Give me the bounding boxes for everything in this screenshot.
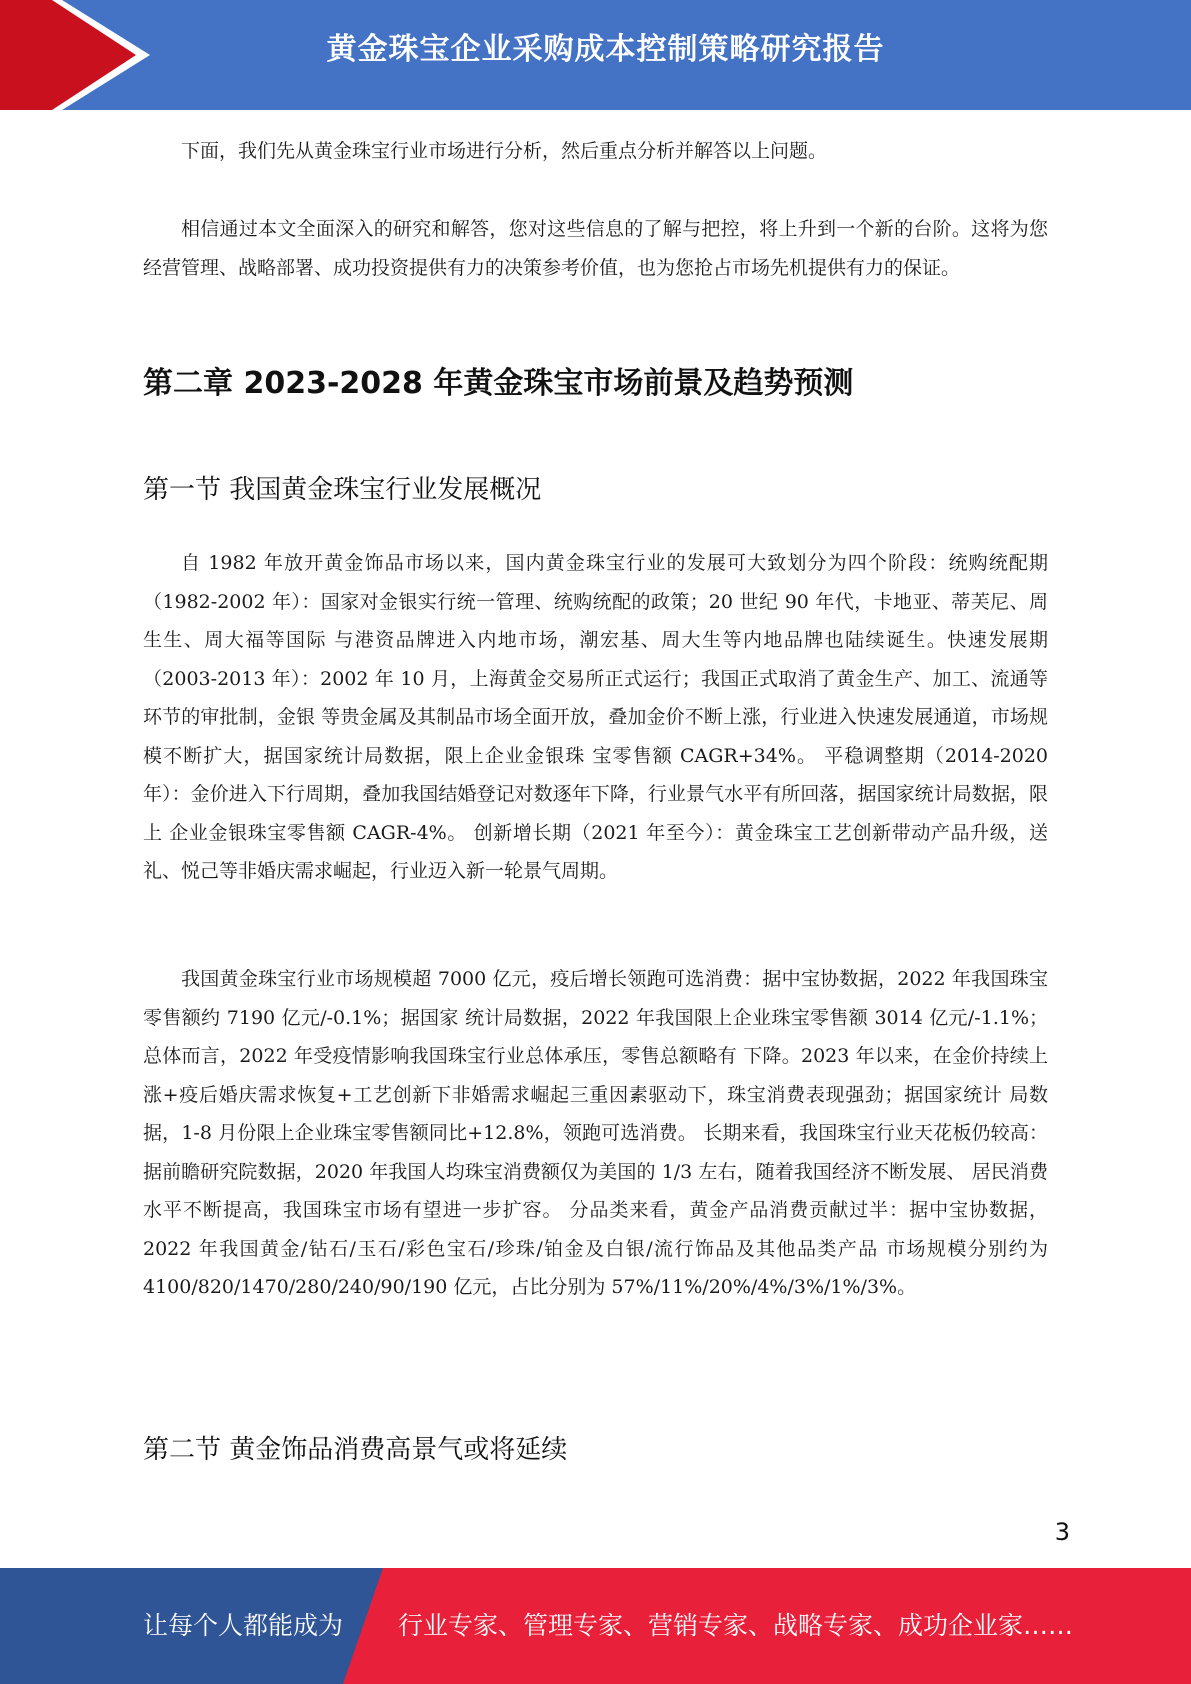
chapter-title: 第二章 2023-2028 年黄金珠宝市场前景及趋势预测 [143, 366, 854, 401]
page-footer [0, 1568, 1191, 1684]
footer-slogan-left: 让每个人都能成为 [143, 1611, 344, 1640]
intro-paragraph-1: 下面，我们先从黄金珠宝行业市场进行分析，然后重点分析并解答以上问题。 [181, 140, 828, 162]
header-title: 黄金珠宝企业采购成本控制策略研究报告 [326, 32, 885, 67]
footer-slogan-right: 行业专家、管理专家、营销专家、战略专家、成功企业家…… [398, 1611, 1074, 1640]
page-number: 3 [1054, 1518, 1070, 1546]
section-2-title: 第二节 黄金饰品消费高景气或将延续 [143, 1435, 568, 1465]
intro-paragraph-2: 相信通过本文全面深入的研究和解答，您对这些信息的了解与把控，将上升到一个新的台阶。这将为您经营管理、战略部署、成功投资提供有力的决策参考价值，也为您抢占市场先机提供有力的保证。 [143, 218, 1048, 279]
section-1-title: 第一节 我国黄金珠宝行业发展概况 [143, 475, 542, 505]
page-header [0, 0, 1191, 110]
section-1-paragraph-2: 我国黄金珠宝行业市场规模超 7000 亿元，疫后增长领跑可选消费：据中宝协数据，2022 年我国珠宝零售额约 7190 亿元/-0.1%；据国家 统计局数据，2022 年我国限上企业珠宝零售额 3014 亿元/-1.1%；总体而言，2022 年受疫情影响我国珠宝行业总体承压，零售总额略有 下降。2023 年以来，在金价持续上涨+疫后婚庆需求恢复+工艺创新下非婚需求崛起三重因素驱动下，珠宝消费表现强劲；据国家统计 局数据，1-8 月份限上企业珠宝零售额同比+12.8%，领跑可选消费。 长期来看，我国珠宝行业天花板仍较高：据前瞻研究院数据，2020 年我国人均珠宝消费额仅为美国的 1/3 左右，随着我国经济不断发展、 居民消费水平不断提高，我国珠宝市场有望进一步扩容。 分品类来看，黄金产品消费贡献过半：据中宝协数据，2022 年我国黄金/钻石/玉石/彩色宝石/珍珠/铂金及白银/流行饰品及其他品类产品 市场规模分别约为 4100/820/1470/280/240/90/190 亿元，占比分别为 57%/11%/20%/4%/3%/1%/3%。 [143, 968, 1048, 1298]
section-1-paragraph-1: 自 1982 年放开黄金饰品市场以来，国内黄金珠宝行业的发展可大致划分为四个阶段：统购统配期（1982-2002 年）：国家对金银实行统一管理、统购统配的政策；20 世纪 90 年代，卡地亚、蒂芙尼、周生生、周大福等国际 与港资品牌进入内地市场，潮宏基、周大生等内地品牌也陆续诞生。快速发展期（2003-2013 年）：2002 年 10 月，上海黄金交易所正式运行；我国正式取消了黄金生产、加工、流通等环节的审批制，金银 等贵金属及其制品市场全面开放，叠加金价不断上涨，行业进入快速发展通道，市场规模不断扩大，据国家统计局数据，限上企业金银珠 宝零售额 CAGR+34%。 平稳调整期（2014-2020 年）：金价进入下行周期，叠加我国结婚登记对数逐年下降，行业景气水平有所回落，据国家统计局数据，限上 企业金银珠宝零售额 CAGR-4%。 创新增长期（2021 年至今）：黄金珠宝工艺创新带动产品升级，送礼、悦己等非婚庆需求崛起，行业迈入新一轮景气周期。 [143, 552, 1048, 882]
